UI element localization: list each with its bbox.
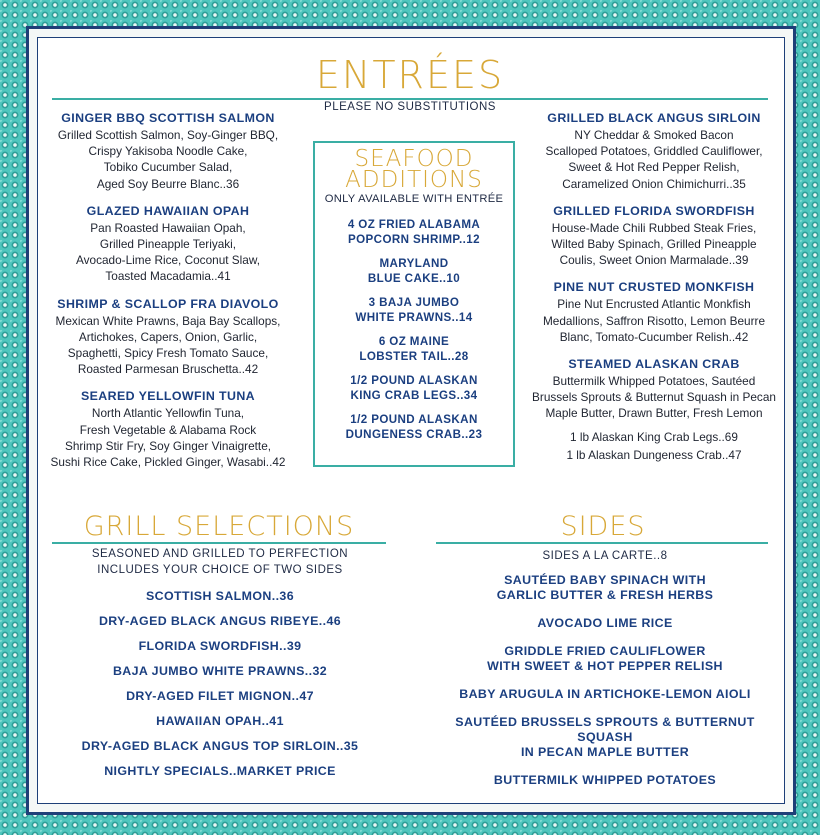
entree-name: GINGER BBQ SCOTTISH SALMON bbox=[61, 111, 275, 125]
entrees-title-rule bbox=[52, 98, 768, 100]
sides-column bbox=[432, 548, 778, 788]
seafood-item: 4 OZ FRIED ALABAMA POPCORN SHRIMP..12 bbox=[347, 218, 481, 246]
grill-title: GRILL SELECTIONS bbox=[83, 511, 355, 542]
side-item: SAUTÉED BRUSSELS SPROUTS & BUTTERNUT SQUASH IN PECAN MAPLE BUTTER bbox=[455, 715, 755, 759]
seafood-additions-box bbox=[313, 141, 515, 467]
seafood-item: MARYLAND BLUE CAKE..10 bbox=[367, 257, 461, 285]
grill-note: INCLUDES YOUR CHOICE OF TWO SIDES bbox=[97, 564, 343, 576]
seafood-item: 1/2 POUND ALASKAN KING CRAB LEGS..34 bbox=[350, 374, 478, 402]
entree-item bbox=[522, 204, 786, 269]
grill-item: FLORIDA SWORDFISH..39 bbox=[138, 639, 302, 653]
entree-description: Grilled Scottish Salmon, Soy-Ginger BBQ, Crispy Yakisoba Noodle Cake, Tobiko Cucumber Salad, Aged Soy Beurre Blanc..36 bbox=[57, 128, 279, 191]
crab-option: 1 lb Alaskan Dungeness Crab..47 bbox=[566, 447, 742, 462]
entree-item bbox=[36, 111, 300, 192]
side-item: AVOCADO LIME RICE bbox=[537, 616, 673, 630]
seafood-item: 3 BAJA JUMBO WHITE PRAWNS..14 bbox=[355, 296, 473, 324]
entree-name: SEARED YELLOWFIN TUNA bbox=[80, 389, 256, 404]
entree-item bbox=[522, 280, 786, 345]
entree-description: Buttermilk Whipped Potatoes, Sautéed Brussels Sprouts & Butternut Squash in Pecan Maple Butter, Drawn Butter, Fresh Lemon bbox=[532, 374, 776, 421]
grill-item: SCOTTISH SALMON..36 bbox=[145, 589, 295, 603]
seafood-item: 1/2 POUND ALASKAN DUNGENESS CRAB..23 bbox=[345, 413, 483, 441]
entree-name: GRILLED FLORIDA SWORDFISH bbox=[553, 203, 755, 218]
seafood-title: SEAFOOD ADDITIONS bbox=[345, 146, 483, 193]
entree-description: Mexican White Prawns, Baja Bay Scallops, Artichokes, Capers, Onion, Garlic, Spaghetti, Spicy Fresh Tomato Sauce, Roasted Parmesan Bruschetta..42 bbox=[55, 313, 281, 377]
side-item: SAUTÉED BABY SPINACH WITH GARLIC BUTTER & FRESH HERBS bbox=[496, 573, 714, 602]
grill-note: SEASONED AND GRILLED TO PERFECTION bbox=[91, 548, 349, 560]
entree-description: NY Cheddar & Smoked Bacon Scalloped Potatoes, Griddled Cauliflower, Sweet & Hot Red Pepper Relish, Caramelized Onion Chimichurri..35 bbox=[545, 128, 763, 191]
grill-item: NIGHTLY SPECIALS..MARKET PRICE bbox=[104, 764, 336, 778]
sides-title-rule bbox=[436, 542, 768, 544]
crab-option: 1 lb Alaskan King Crab Legs..69 bbox=[570, 429, 738, 444]
entree-item bbox=[36, 204, 300, 285]
grill-item: BAJA JUMBO WHITE PRAWNS..32 bbox=[112, 664, 328, 678]
sides-title: SIDES bbox=[560, 511, 646, 542]
entrees-left-column bbox=[36, 111, 300, 482]
grill-column bbox=[40, 546, 400, 779]
side-item: BUTTERMILK WHIPPED POTATOES bbox=[493, 773, 717, 787]
entrees-title: ENTRÉES bbox=[315, 53, 505, 97]
entree-description: House-Made Chili Rubbed Steak Fries, Wilted Baby Spinach, Grilled Pineapple Coulis, Sweet Onion Marmalade..39 bbox=[551, 220, 757, 268]
grill-item: DRY-AGED BLACK ANGUS TOP SIRLOIN..35 bbox=[81, 739, 359, 753]
entree-name: GLAZED HAWAIIAN OPAH bbox=[86, 203, 250, 218]
seafood-item: 6 OZ MAINE LOBSTER TAIL..28 bbox=[359, 335, 469, 363]
seafood-note: ONLY AVAILABLE WITH ENTRÉE bbox=[324, 193, 504, 205]
entree-name: GRILLED BLACK ANGUS SIRLOIN bbox=[547, 111, 761, 125]
entree-name: STEAMED ALASKAN CRAB bbox=[568, 357, 740, 372]
entree-name: PINE NUT CRUSTED MONKFISH bbox=[553, 280, 755, 295]
entree-item bbox=[36, 389, 300, 470]
grill-title-rule bbox=[52, 542, 386, 544]
side-item: BABY ARUGULA IN ARTICHOKE-LEMON AIOLI bbox=[459, 687, 751, 701]
grill-item: DRY-AGED BLACK ANGUS RIBEYE..46 bbox=[98, 614, 342, 628]
entrees-note: PLEASE NO SUBSTITUTIONS bbox=[324, 101, 496, 113]
entree-item bbox=[522, 357, 786, 422]
entree-item bbox=[522, 111, 786, 192]
entree-description: North Atlantic Yellowfin Tuna, Fresh Vegetable & Alabama Rock Shrimp Stir Fry, Soy Ginger Vinaigrette, Sushi Rice Cake, Pickled Ginger, Wasabi..42 bbox=[50, 406, 286, 470]
grill-item: DRY-AGED FILET MIGNON..47 bbox=[126, 689, 314, 703]
entree-name: SHRIMP & SCALLOP FRA DIAVOLO bbox=[57, 296, 279, 311]
side-item: GRIDDLE FRIED CAULIFLOWER WITH SWEET & HOT PEPPER RELISH bbox=[487, 644, 723, 673]
entree-item bbox=[36, 297, 300, 378]
sides-note: SIDES A LA CARTE..8 bbox=[542, 550, 668, 562]
entree-description: Pan Roasted Hawaiian Opah, Grilled Pineapple Teriyaki, Avocado-Lime Rice, Coconut Slaw, Toasted Macadamia..41 bbox=[75, 220, 261, 284]
entrees-right-column bbox=[522, 111, 786, 464]
entree-description: Pine Nut Encrusted Atlantic Monkfish Medallions, Saffron Risotto, Lemon Beurre Blanc, Tomato-Cucumber Relish..42 bbox=[542, 297, 766, 344]
grill-item: HAWAIIAN OPAH..41 bbox=[156, 714, 284, 728]
